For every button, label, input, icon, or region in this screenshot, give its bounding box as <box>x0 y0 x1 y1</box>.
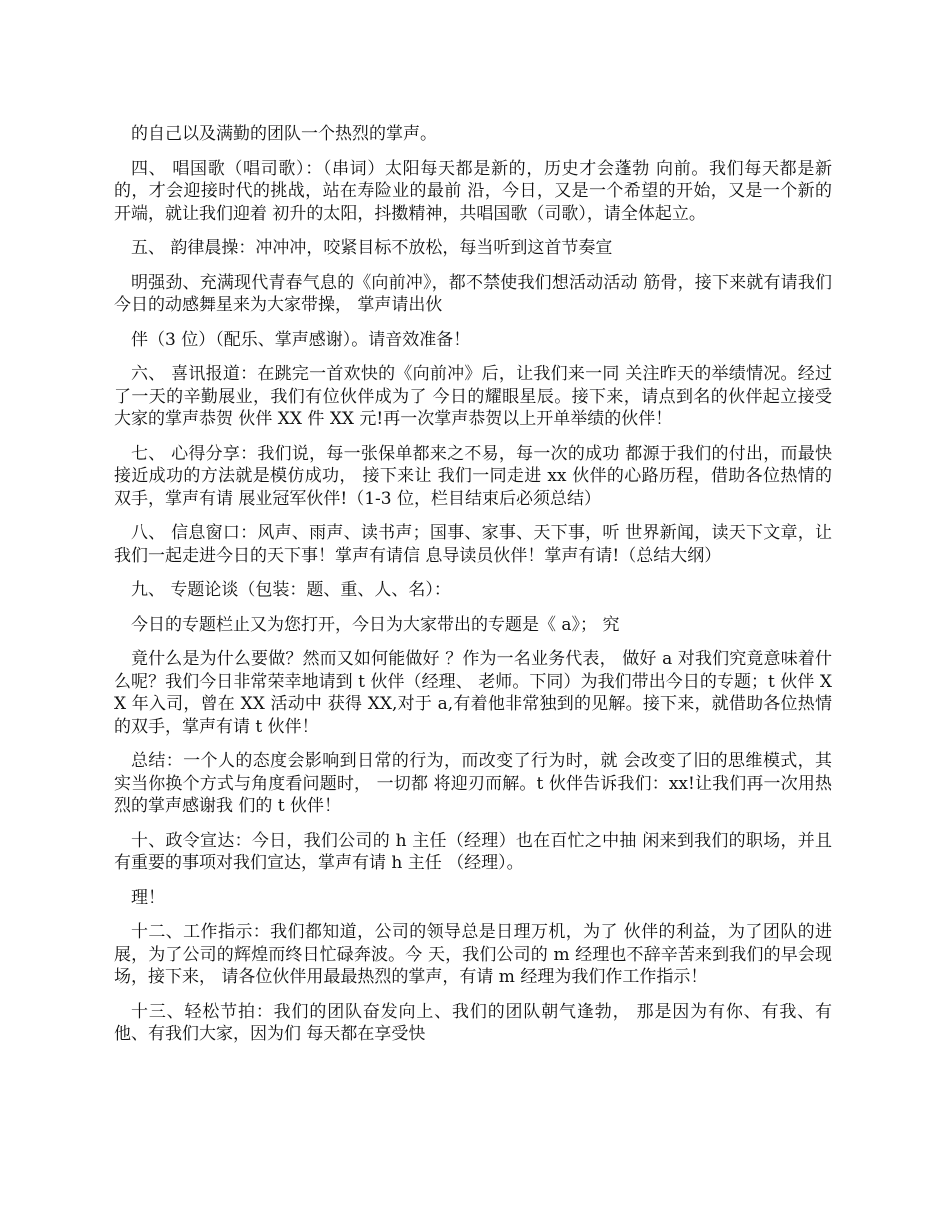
paragraph: 六、 喜讯报道：在跳完一首欢快的《向前冲》后，让我们来一同 关注昨天的举绩情况。经过了一天的辛勤展业，我们有位伙伴成为了 今日的耀眼星辰。接下来，请点到名的伙伴起立接受大家的掌声恭贺 伙伴 XX 件 XX 元!再一次掌声恭贺以上开单举绩的伙伴！ <box>114 364 832 429</box>
paragraph: 九、 专题论谈（包装：题、重、人、名）： <box>131 580 451 600</box>
paragraph: 的自己以及满勤的团队一个热烈的掌声。 <box>131 124 437 144</box>
document-page <box>114 123 832 1058</box>
paragraph: 八、 信息窗口：风声、雨声、读书声；国事、家事、天下事，听 世界新闻，读天下文章，让我们一起走进今日的天下事！掌声有请信 息导读员伙伴！掌声有请!（总结大纲） <box>114 523 832 566</box>
paragraph: 十二、工作指示：我们都知道，公司的领导总是日理万机，为了 伙伴的利益，为了团队的进展，为了公司的辉煌而终日忙碌奔波。今 天，我们公司的 m 经理也不辞辛苦来到我们的早会现场，接下来， 请各位伙伴用最最热烈的掌声，有请 m 经理为我们作工作指示！ <box>114 922 832 987</box>
paragraph: 竟什么是为什么要做？然而又如何能做好 ？作为一名业务代表， 做好 a 对我们究竟意味着什么呢？我们今日非常荣幸地请到 t 伙伴（经理、 老师。下同）为我们带出今日的专题；t 伙伴 XX 年入司，曾在 XX 活动中 获得 XX,对于 a,有着他非常独到的见解。接下来，就借助各位热情 的双手，掌声有请 t 伙伴！ <box>114 649 832 737</box>
paragraph: 明强劲、充满现代青春气息的《向前冲》，都不禁使我们想活动活动 筋骨，接下来就有请我们今日的动感舞星来为大家带操， 掌声请出伙 <box>114 272 832 315</box>
paragraph: 伴（3 位）（配乐、掌声感谢）。请音效准备！ <box>131 329 471 350</box>
paragraph: 十三、轻松节拍：我们的团队奋发向上、我们的团队朝气逢勃， 那是因为有你、有我、有他、有我们大家，因为们 每天都在享受快 <box>114 1001 832 1044</box>
paragraph: 今日的专题栏止又为您打开，今日为大家带出的专题是《 a》； 究 <box>131 614 620 635</box>
paragraph: 总结：一个人的态度会影响到日常的行为，而改变了行为时，就 会改变了旧的思维模式，其实当你换个方式与角度看问题时， 一切都 将迎刃而解。t 伙伴告诉我们：xx!让我们再一次用热烈的掌声感谢我 们的 t 伙伴！ <box>114 751 832 816</box>
paragraph: 理！ <box>131 887 165 908</box>
paragraph: 七、 心得分享：我们说，每一张保单都来之不易，每一次的成功 都源于我们的付出，而最快接近成功的方法就是模仿成功， 接下来让 我们一同走进 xx 伙伴的心路历程，借助各位热情的双手，掌声有请 展业冠军伙伴!（1-3 位，栏目结束后必须总结） <box>114 443 832 509</box>
paragraph: 四、 唱国歌（唱司歌）：（串词）太阳每天都是新的，历史才会蓬勃 向前。我们每天都是新的，才会迎接时代的挑战，站在寿险业的最前 沿，今日，又是一个希望的开始，又是一个新的开端，就让我们迎着 初升的太阳，抖擞精神，共唱国歌（司歌），请全体起立。 <box>114 158 832 224</box>
paragraph: 五、 韵律晨操：冲冲冲，咬紧目标不放松，每当听到这首节奏宣 <box>131 238 613 258</box>
paragraph: 十、政令宣达：今日，我们公司的 h 主任（经理）也在百忙之中抽 闲来到我们的职场，并且有重要的事项对我们宣达，掌声有请 h 主任 （经理）。 <box>114 830 832 873</box>
